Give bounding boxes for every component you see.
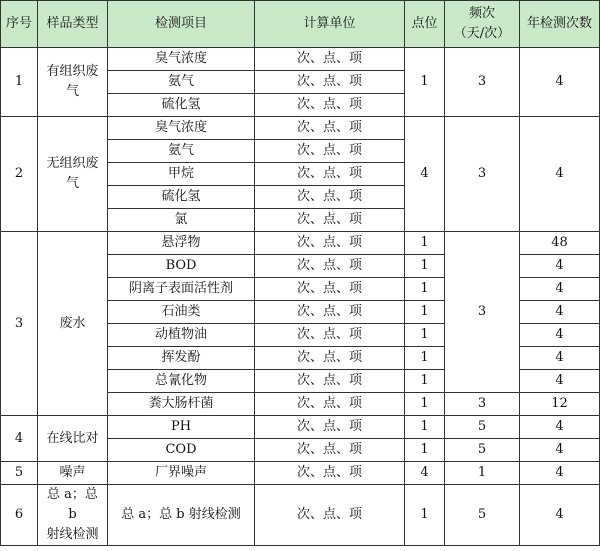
cell-annual: 4 <box>520 255 600 278</box>
cell-unit: 次、点、项 <box>255 94 405 117</box>
cell-unit: 次、点、项 <box>255 278 405 301</box>
table-row <box>1 462 600 485</box>
cell-item: COD <box>108 439 255 462</box>
cell-item: 粪大肠杆菌 <box>108 393 255 416</box>
cell-unit: 次、点、项 <box>255 232 405 255</box>
cell-annual: 4 <box>520 301 600 324</box>
cell-frequency: 1 <box>445 462 520 485</box>
cell-frequency: 3 <box>445 48 520 117</box>
cell-unit: 次、点、项 <box>255 347 405 370</box>
table-row <box>1 485 600 546</box>
cell-annual: 48 <box>520 232 600 255</box>
table-row <box>1 48 600 71</box>
cell-sample-type: 在线比对 <box>38 416 108 462</box>
cell-frequency: 3 <box>445 393 520 416</box>
header-test-item: 检测项目 <box>108 1 255 48</box>
cell-annual: 4 <box>520 439 600 462</box>
cell-unit: 次、点、项 <box>255 186 405 209</box>
table-row <box>1 232 600 255</box>
cell-points: 4 <box>405 462 445 485</box>
cell-unit: 次、点、项 <box>255 462 405 485</box>
cell-sample-type: 有组织废气 <box>38 48 108 117</box>
cell-unit: 次、点、项 <box>255 48 405 71</box>
cell-sample-type-line1: 总 a；总 b <box>47 487 98 522</box>
cell-frequency: 5 <box>445 439 520 462</box>
cell-item: 动植物油 <box>108 324 255 347</box>
cell-annual: 12 <box>520 393 600 416</box>
cell-points: 1 <box>405 370 445 393</box>
cell-item: 总 a；总 b 射线检测 <box>108 485 255 546</box>
cell-frequency: 5 <box>445 485 520 546</box>
cell-seq: 3 <box>1 232 38 416</box>
cell-frequency: 3 <box>445 117 520 232</box>
cell-annual: 4 <box>520 416 600 439</box>
cell-item: 硫化氢 <box>108 186 255 209</box>
cell-points: 1 <box>405 255 445 278</box>
cell-annual: 4 <box>520 485 600 546</box>
cell-points: 1 <box>405 232 445 255</box>
header-frequency-label: 频次 <box>468 6 495 21</box>
cell-item: 甲烷 <box>108 163 255 186</box>
cell-sample-type: 废水 <box>38 232 108 416</box>
cell-annual: 4 <box>520 462 600 485</box>
cell-seq: 6 <box>1 485 38 546</box>
header-sample-type: 样品类型 <box>38 1 108 48</box>
table-row <box>1 416 600 439</box>
cell-annual: 4 <box>520 347 600 370</box>
cell-points: 1 <box>405 485 445 546</box>
cell-seq: 4 <box>1 416 38 462</box>
cell-unit: 次、点、项 <box>255 140 405 163</box>
cell-annual: 4 <box>520 370 600 393</box>
cell-points: 1 <box>405 48 445 117</box>
cell-sample-type: 无组织废气 <box>38 117 108 232</box>
cell-frequency: 3 <box>445 232 520 393</box>
header-annual-count: 年检测次数 <box>520 1 600 48</box>
cell-points: 1 <box>405 393 445 416</box>
cell-item: 石油类 <box>108 301 255 324</box>
cell-unit: 次、点、项 <box>255 439 405 462</box>
cell-points: 1 <box>405 416 445 439</box>
cell-item: 挥发酚 <box>108 347 255 370</box>
cell-unit: 次、点、项 <box>255 163 405 186</box>
cell-unit: 次、点、项 <box>255 117 405 140</box>
cell-item: 氯 <box>108 209 255 232</box>
cell-points: 4 <box>405 117 445 232</box>
cell-unit: 次、点、项 <box>255 370 405 393</box>
cell-seq: 1 <box>1 48 38 117</box>
header-frequency <box>445 1 520 48</box>
cell-points: 1 <box>405 347 445 370</box>
cell-item: 臭气浓度 <box>108 48 255 71</box>
cell-points: 1 <box>405 278 445 301</box>
cell-item: BOD <box>108 255 255 278</box>
cell-annual: 4 <box>520 48 600 117</box>
cell-unit: 次、点、项 <box>255 301 405 324</box>
cell-annual: 4 <box>520 117 600 232</box>
header-seq: 序号 <box>1 1 38 48</box>
cell-item: 厂界噪声 <box>108 462 255 485</box>
cell-item: 悬浮物 <box>108 232 255 255</box>
cell-annual: 4 <box>520 324 600 347</box>
cell-unit: 次、点、项 <box>255 255 405 278</box>
header-unit: 计算单位 <box>255 1 405 48</box>
cell-item: PH <box>108 416 255 439</box>
cell-sample-type-line2: 射线检测 <box>46 527 99 542</box>
cell-sample-type <box>38 485 108 546</box>
cell-unit: 次、点、项 <box>255 324 405 347</box>
cell-unit: 次、点、项 <box>255 209 405 232</box>
cell-seq: 2 <box>1 117 38 232</box>
cell-annual: 4 <box>520 278 600 301</box>
cell-item: 氨气 <box>108 140 255 163</box>
header-frequency-unit: （天/次） <box>453 26 511 41</box>
cell-unit: 次、点、项 <box>255 416 405 439</box>
cell-unit: 次、点、项 <box>255 393 405 416</box>
cell-sample-type: 噪声 <box>38 462 108 485</box>
cell-item: 阴离子表面活性剂 <box>108 278 255 301</box>
cell-item: 硫化氢 <box>108 94 255 117</box>
cell-seq: 5 <box>1 462 38 485</box>
cell-unit: 次、点、项 <box>255 485 405 546</box>
table-header-row <box>1 1 600 48</box>
header-points: 点位 <box>405 1 445 48</box>
cell-item: 总氰化物 <box>108 370 255 393</box>
cell-item: 氨气 <box>108 71 255 94</box>
cell-item: 臭气浓度 <box>108 117 255 140</box>
cell-unit: 次、点、项 <box>255 71 405 94</box>
table-row <box>1 117 600 140</box>
cell-points: 1 <box>405 301 445 324</box>
cell-points: 1 <box>405 439 445 462</box>
cell-points: 1 <box>405 324 445 347</box>
cell-frequency: 5 <box>445 416 520 439</box>
